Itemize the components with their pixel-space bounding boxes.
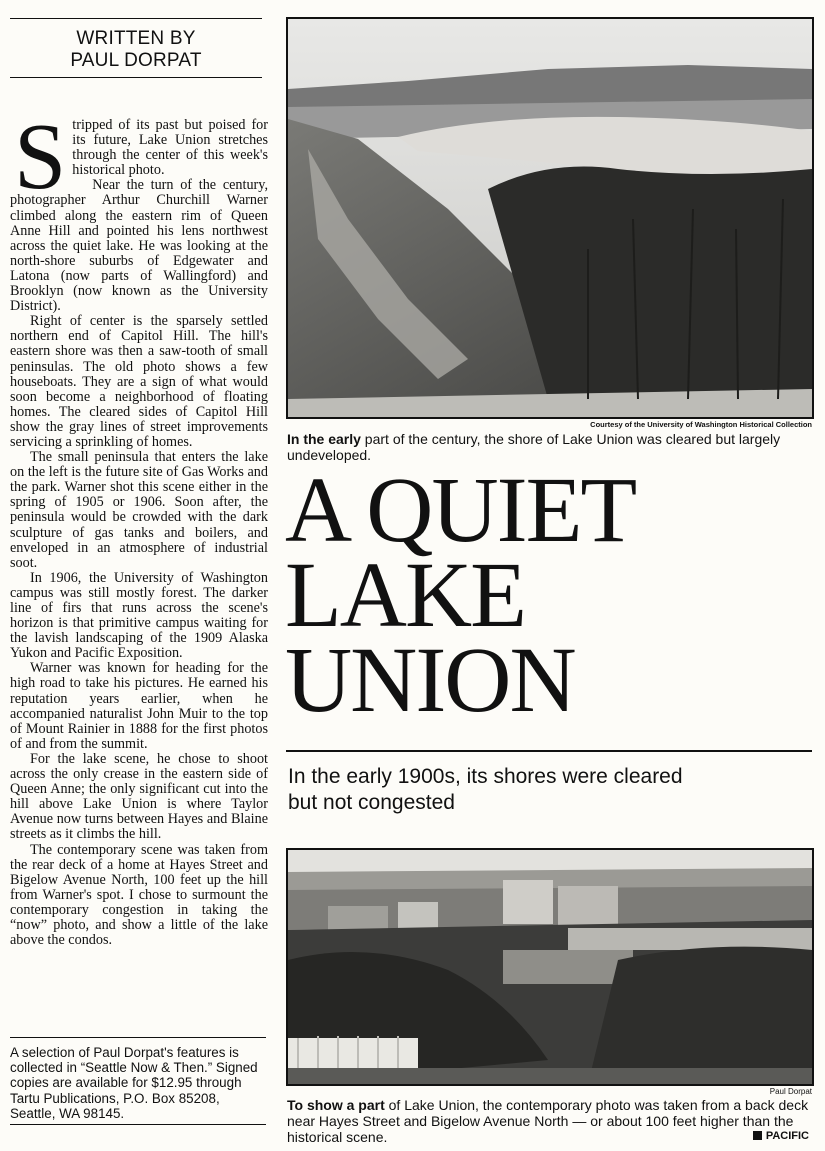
article-paragraph: Right of center is the sparsely settled northern end of Capitol Hill. The hill's eastern shore was then a saw-tooth of small peninsulas. The old photo shows a few houseboats. They are a sign of what would soon become a neighborhood of floating homes. The cleared sides of Capitol Hill show the gray lines of street improvements servicing a sprinkling of homes. bbox=[10, 313, 268, 450]
contemporary-photo-image bbox=[288, 850, 812, 1084]
historical-photo-caption: In the early part of the century, the shore of Lake Union was cleared but largely undeveloped. bbox=[287, 431, 781, 463]
article-paragraph: In 1906, the University of Washington campus was still mostly forest. The darker line of firs that runs across the scene's horizon is that primitive campus waiting for the lavish landscaping of the 1909 Alaska Yukon and Pacific Exposition. bbox=[10, 569, 268, 662]
square-icon bbox=[753, 1131, 762, 1140]
headline-line: A QUIET bbox=[285, 459, 636, 562]
deck-line: In the early 1900s, its shores were cleared bbox=[288, 765, 683, 788]
byline-top-rule bbox=[10, 18, 262, 19]
headline bbox=[285, 459, 825, 732]
byline-bottom-rule bbox=[10, 77, 262, 78]
historical-photo bbox=[286, 17, 814, 419]
byline-line1: WRITTEN BY bbox=[76, 28, 196, 49]
book-note: A selection of Paul Dorpat's features is collected in “Seattle Now & Then.” Signed copies are available for $12.95 through Tartu Publications, P.O. Box 85208, Seattle, WA 98145. bbox=[10, 1045, 258, 1121]
byline bbox=[10, 28, 262, 72]
historical-photo-image bbox=[288, 19, 812, 417]
contemporary-photo-credit: Paul Dorpat bbox=[769, 1087, 812, 1096]
deck bbox=[288, 764, 808, 816]
note-bottom-rule bbox=[10, 1124, 266, 1125]
contemporary-photo-caption: To show a part of Lake Union, the contemporary photo was taken from a back deck near Hayes Street and Bigelow Avenue North — or about 100 feet higher than the historical scene. bbox=[287, 1097, 809, 1145]
article-paragraph: The contemporary scene was taken from the rear deck of a home at Hayes Street and Bigelow Avenue North, 100 feet up the hill from Warner's spot. I chose to surmount the contemporary congestion in taking the “now” photo, and show a little of the lake above the condos. bbox=[10, 841, 268, 949]
historical-photo-credit: Courtesy of the University of Washington Historical Collection bbox=[590, 420, 812, 429]
article-paragraph: Near the turn of the century, photographer Arthur Churchill Warner climbed along the eastern rim of Queen Anne Hill and pointed his lens northwest across the quiet lake. He was looking at the north-shore suburbs of Edgewater and Latona (now parts of Wallingford) and Brooklyn (now known as the University District). bbox=[10, 177, 268, 315]
headline-line: UNION bbox=[285, 629, 575, 732]
contemporary-photo bbox=[286, 848, 814, 1086]
article-body bbox=[10, 105, 268, 949]
note-top-rule bbox=[10, 1037, 266, 1038]
deck-top-rule bbox=[286, 750, 812, 752]
article-paragraph: Warner was known for heading for the high road to take his pictures. He earned his reputation years earlier, when he accompanied naturalist John Muir to the top of Mount Rainier in 1888 for the first photos of and from the summit. bbox=[10, 660, 268, 752]
deck-line: but not congested bbox=[288, 791, 455, 814]
article-paragraph: The small peninsula that enters the lake on the left is the future site of Gas Works and the park. Warner shot this scene either in the spring of 1905 or 1906. Soon after, the peninsula would be crowded with the dark sculpture of gas tanks and boilers, and enveloped in an atmosphere of industrial soot. bbox=[10, 449, 268, 571]
drop-cap: S bbox=[14, 105, 67, 209]
article-paragraph: For the lake scene, he chose to shoot across the only crease in the eastern side of Queen Anne; the only significant cut into the hill above Lake Union is where Taylor Avenue now turns between Hayes and Blaine streets as it climbs the hill. bbox=[10, 750, 268, 843]
section-brand: PACIFIC bbox=[753, 1130, 809, 1142]
headline-line: LAKE bbox=[285, 544, 525, 647]
article-paragraph: Stripped of its past but poised for its future, Lake Union stretches through the center of this week's historical photo. bbox=[14, 105, 268, 209]
byline-author: PAUL DORPAT bbox=[70, 50, 202, 71]
